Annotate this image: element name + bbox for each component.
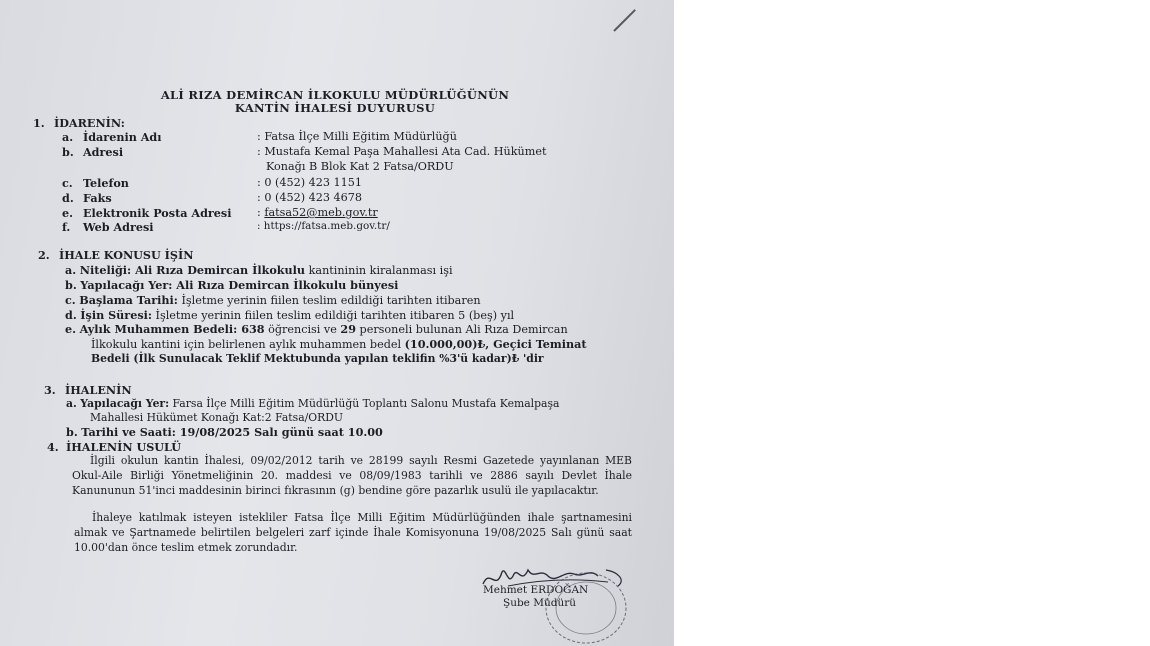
section-4-number: 4. [47,440,59,454]
document-subtitle: KANTİN İHALESİ DUYURUSU [234,101,436,115]
row-f-label: Web Adresi [83,220,154,234]
s2-row-c [65,293,481,307]
section-4-title: İHALENİN USULÜ [66,440,182,454]
row-c-label: Telefon [83,176,129,190]
row-d-value: : 0 (452) 423 4678 [257,191,363,204]
row-b-key: b. [62,145,74,159]
section-1-number: 1. [33,116,45,130]
s2-d-label: İşin Süresi: [80,308,152,322]
s2-d-key: d. [65,308,77,322]
s2-e-key: e. [65,322,77,336]
pen-stroke [613,9,636,32]
s3-a-key: a. [66,397,77,410]
s2-b-label: Yapılacağı Yer: Ali Rıza Demircan İlkokulu bünyesi [80,278,399,292]
document-title: ALİ RIZA DEMİRCAN İLKOKULU MÜDÜRLÜĞÜNÜN [160,88,510,102]
row-d-key: d. [62,191,74,205]
s3-row-b [66,425,383,439]
row-c-key: c. [62,176,73,190]
row-a-label: İdarenin Adı [83,130,162,144]
s4-paragraph-1: İlgili okulun kantin İhalesi, 09/02/2012 tarih ve 28199 sayılı Resmi Gazetede yayınlanan MEB Okul-Aile Birliği Yönetmeliğinin 20. maddesi ve 08/09/1983 tarihli ve 2886 sayılı Devlet İhale Kanununun 51'inci maddesinin birinci fıkrasının (g) bendine göre pazarlık usulü ile yapılacaktır. [72,454,632,498]
email-prefix: : [257,206,265,219]
s2-a-rest: kantininin kiralanması işi [305,264,453,277]
s3-a-label: Yapılacağı Yer: [80,397,170,410]
s2-c-rest: İşletme yerinin fiilen teslim edildiği tarihten itibaren [177,294,481,307]
email-link[interactable]: fatsa52@meb.gov.tr [264,206,378,219]
s2-row-b [65,278,398,292]
s2-row-e-line2 [91,337,587,351]
row-d-label: Faks [83,191,112,205]
s2-b-key: b. [65,278,77,292]
row-b-value: : Mustafa Kemal Paşa Mahallesi Ata Cad. Hükümet [257,145,547,158]
row-f-value: : https://fatsa.meb.gov.tr/ [257,220,390,232]
section-1-title: İDARENİN: [54,116,125,130]
s4-paragraph-2: İhaleye katılmak isteyen istekliler Fatsa İlçe Milli Eğitim Müdürlüğünden ihale şartnamesini almak ve Şartnamede belirtilen belgeleri zarf içinde İhale Komisyonuna 19/08/2025 Salı günü saat 10.00'dan önce teslim etmek zorundadır. [74,511,632,555]
s2-row-a [65,263,453,277]
row-b-value-line2: Konağı B Blok Kat 2 Fatsa/ORDU [266,160,454,173]
row-b-label: Adresi [83,145,124,159]
signatory-title: Şube Müdürü [503,597,577,609]
s3-b-label: Tarihi ve Saati: 19/08/2025 Salı günü saat 10.00 [81,425,383,439]
row-e-key: e. [62,206,74,220]
s2-e-students: 638 [237,322,265,336]
row-e-value [257,206,378,219]
s2-e-staff: 29 [340,322,356,336]
section-3-number: 3. [44,383,56,397]
s2-e-label: Aylık Muhammen Bedeli: [79,322,238,336]
row-f-key: f. [62,220,71,234]
s2-row-e [65,322,568,336]
row-a-value: : Fatsa İlçe Milli Eğitim Müdürlüğü [257,130,457,143]
s3-row-a-line2: Mahallesi Hükümet Konağı Kat:2 Fatsa/ORDU [90,411,343,424]
s2-d-rest: İşletme yerinin fiilen teslim edildiği tarihten itibaren 5 (beş) yıl [152,309,515,322]
s2-e-text1: öğrencisi ve [264,323,341,336]
s2-row-d [65,308,514,322]
s2-a-key: a. [65,263,77,277]
s2-e-line2b: (10.000,00)₺, Geçici Teminat [404,337,587,351]
s3-a-rest: Farsa İlçe Milli Eğitim Müdürlüğü Toplantı Salonu Mustafa Kemalpaşa [169,397,560,410]
s3-b-key: b. [66,425,78,439]
row-c-value: : 0 (452) 423 1151 [257,176,363,189]
section-3-title: İHALENİN [65,383,132,397]
row-e-label: Elektronik Posta Adresi [83,206,232,220]
s2-c-key: c. [65,293,76,307]
s3-row-a [66,397,559,410]
section-2-title: İHALE KONUSU İŞİN [59,248,194,262]
row-a-key: a. [62,130,74,144]
s2-e-text2: personeli bulunan Ali Rıza Demircan [356,323,568,336]
s2-e-line2a: İlkokulu kantini için belirlenen aylık muhammen bedel [91,338,405,351]
s2-row-e-line3: Bedeli (İlk Sunulacak Teklif Mektubunda yapılan teklifin %3'ü kadar)₺ 'dir [91,352,544,365]
s2-c-label: Başlama Tarihi: [79,293,178,307]
signatory-name: Mehmet ERDOĞAN [483,584,589,596]
s2-a-label: Niteliği: Ali Rıza Demircan İlkokulu [79,263,306,277]
section-2-number: 2. [38,248,50,262]
